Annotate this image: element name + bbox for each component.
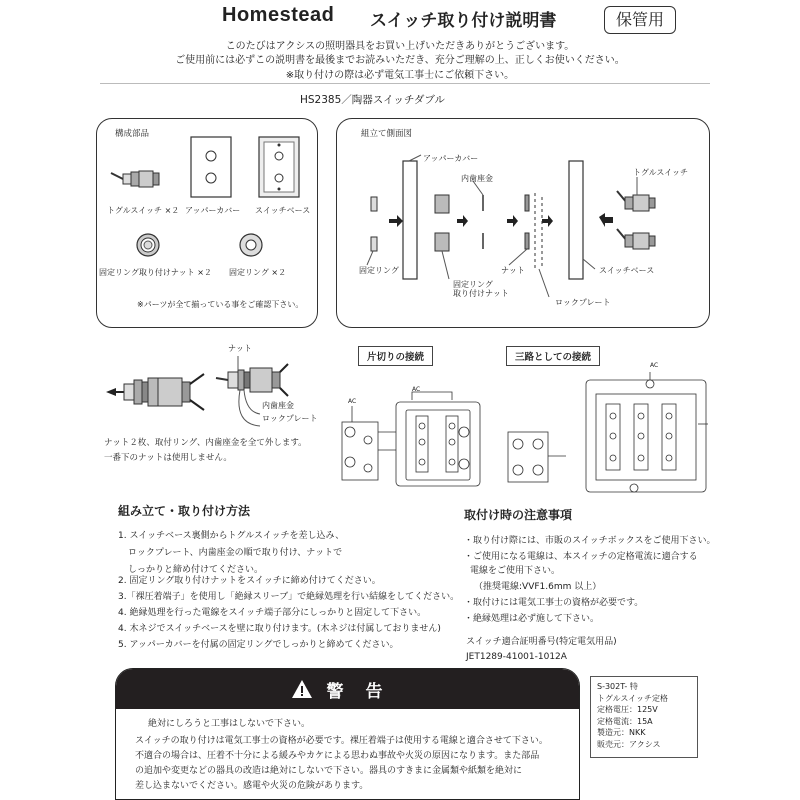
warning-icon — [291, 679, 313, 699]
spec-line: 定格電圧：125V — [597, 705, 658, 714]
ac-label-single: AC — [348, 398, 357, 405]
warning-line: 絶対にしろうと工事はしないで下さい。 — [148, 719, 311, 729]
spec-box — [590, 676, 698, 758]
ring-nut-drawing — [137, 234, 159, 256]
install-step: 5. アッパーカバーを付属の固定リングでしっかりと締めてください。 — [118, 640, 399, 650]
single-pole-title: 片切りの接続 — [358, 346, 433, 366]
caution-line: ・取付けには電気工事士の資格が必要です。 — [464, 598, 644, 608]
parts-illustration — [97, 119, 319, 329]
intro-line: ご使用前には必ずこの説明書を最後までお読みいただき、充分ご理解の上、正しくお使いください。 — [175, 55, 625, 66]
nut-caption: ナット２枚、取付リング、内歯座金を全て外します。 — [104, 438, 307, 448]
install-step: 4. 絶縁処理を行った電線をスイッチ端子部分にしっかりと固定して下さい。 — [118, 608, 427, 618]
label-ring-nut-2: 取り付けナット — [453, 289, 509, 298]
install-title: 組み立て・取り付け方法 — [118, 504, 251, 518]
parts-panel — [96, 118, 318, 328]
install-step: ロックプレート、内歯座金の順で取り付け、ナットで — [128, 548, 343, 558]
caution-line: ・取り付け際には、市販のスイッチボックスをご使用下さい。 — [464, 536, 716, 546]
warning-header — [116, 669, 579, 709]
caution-line: ・ご使用になる電線は、本スイッチの定格電流に適合する — [464, 552, 698, 562]
warning-title: 警告 — [326, 681, 405, 702]
ac-label-three-way: AC — [650, 362, 659, 369]
cautions-title: 取付け時の注意事項 — [464, 508, 573, 522]
spec-line: トグルスイッチ定格 — [597, 693, 669, 703]
caution-line: ・絶縁処理は必ず施して下さい。 — [464, 614, 600, 624]
caution-line: （推奨電線:VVF1.6mm 以上） — [474, 582, 602, 592]
label-nut: ナット — [501, 266, 525, 275]
part-label-ring: 固定リング ×２ — [229, 268, 287, 277]
nut-caption: 一番下のナットは使用しません。 — [104, 453, 232, 463]
install-step: 3.「裸圧着端子」を使用し「絶縁スリーブ」で絶縁処理を行い結線をしてください。 — [118, 592, 460, 602]
label-detail-washer: 内歯座金 — [262, 401, 294, 410]
warning-line: 不適合の場合は、圧着不十分による緩みやカケによる思わぬ事故や火災の原因になります。また部品 — [135, 751, 540, 761]
assembly-illustration — [337, 119, 711, 329]
spec-line: S-302T- 特 — [597, 682, 638, 691]
label-toggle: トグルスイッチ — [633, 168, 689, 177]
document-title: スイッチ取り付け説明書 — [370, 11, 557, 31]
install-step: 4. 木ネジでスイッチベースを壁に取り付けます。(木ネジは付属しておりません) — [118, 624, 441, 634]
part-label-toggle: トグルスイッチ ×２ — [107, 206, 180, 215]
install-step: しっかりと締め付けてください。 — [128, 565, 264, 575]
label-washer: 内歯座金 — [461, 174, 493, 183]
intro-note: ※取り付けの際は必ず電気工事士にご依頼下さい。 — [285, 70, 515, 81]
warning-line: 差し込まないでください。感電や火災の危険があります。 — [135, 781, 369, 791]
spec-line: 販売元：アクシス — [597, 739, 661, 749]
parts-title: 構成部品 — [115, 129, 150, 139]
divider — [100, 83, 710, 84]
intro-line: このたびはアクシスの照明器具をお買い上げいただきありがとうございます。 — [225, 41, 575, 52]
assembly-title: 組立て側面図 — [361, 129, 413, 139]
ac-label-single-2: AC — [412, 386, 421, 393]
label-upper-cover: アッパーカバー — [423, 154, 479, 163]
brand-name: Homestead — [222, 4, 335, 26]
warning-line: スイッチの取り付けは電気工事士の資格が必要です。裸圧着端子は使用する電線と適合させて下さい。 — [135, 736, 548, 746]
wiring-diagrams — [334, 370, 714, 498]
toggle-switch-drawing — [111, 171, 159, 187]
model-name: HS2385／陶器スイッチダブル — [300, 94, 445, 106]
three-way-title: 三路としての接続 — [506, 346, 600, 366]
label-ring-nut: 固定リング — [453, 280, 493, 289]
assembly-panel — [336, 118, 710, 328]
keep-badge: 保管用 — [604, 6, 676, 34]
label-detail-lock: ロックプレート — [262, 414, 318, 423]
caution-line: 電線をご使用下さい。 — [470, 566, 561, 576]
parts-note: ※パーツが全て揃っている事をご確認下さい。 — [137, 300, 304, 309]
part-label-nut: 固定リング取り付けナット ×２ — [99, 268, 212, 277]
label-lock-plate: ロックプレート — [555, 298, 611, 307]
spec-line: 製造元：NKK — [597, 728, 646, 737]
part-label-base: スイッチベース — [255, 206, 311, 215]
fixing-ring-drawing — [240, 234, 262, 256]
label-switch-base: スイッチベース — [599, 266, 655, 275]
switch-base-drawing — [259, 137, 299, 197]
install-step: 2. 固定リング取り付けナットをスイッチに締め付けてください。 — [118, 576, 381, 586]
cert-label: スイッチ適合証明番号(特定電気用品) — [466, 637, 617, 647]
spec-line: 定格電流：15A — [597, 716, 653, 726]
label-detail-nut: ナット — [228, 344, 252, 353]
warning-line: の追加や変更などの器具の改造は絶対にしないで下さい。器具のすきまに金属類や紙類を絶対に — [135, 766, 523, 776]
cert-number: JET1289-41001-1012A — [466, 652, 567, 662]
part-label-cover: アッパーカバー — [185, 206, 241, 215]
install-step: 1. スイッチベース裏側からトグルスイッチを差し込み、 — [118, 531, 345, 541]
upper-cover-drawing — [191, 137, 231, 197]
label-fixing-ring: 固定リング — [359, 266, 399, 275]
